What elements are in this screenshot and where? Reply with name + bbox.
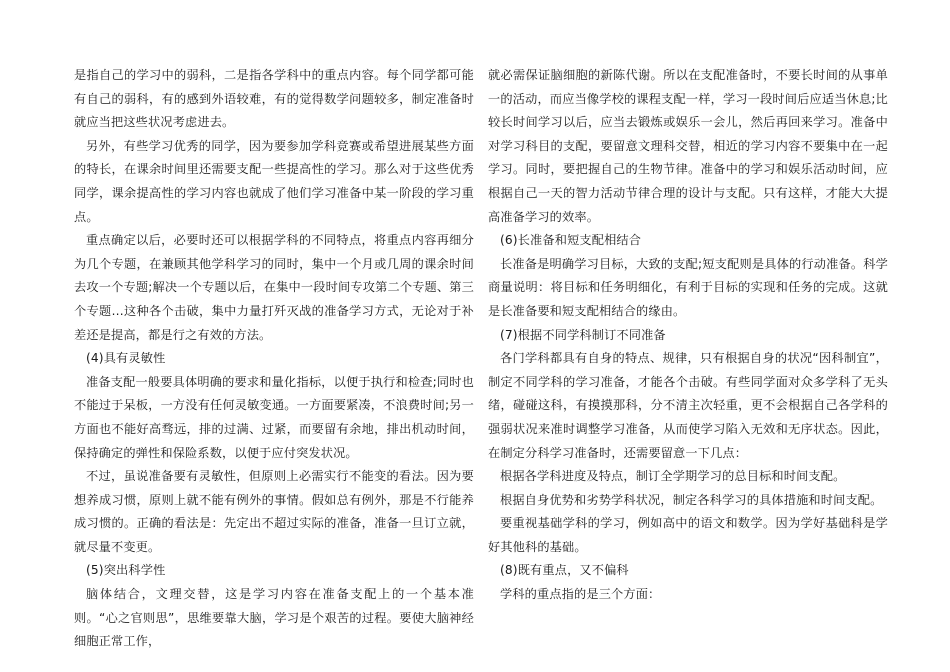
- left-column: [74, 64, 474, 654]
- section-heading: (5)突出科学性: [86, 563, 166, 578]
- section-heading: (8)既有重点，又不偏科: [500, 563, 629, 578]
- section-heading: (4)具有灵敏性: [86, 351, 166, 366]
- section-heading: (6)长准备和短支配相结合: [500, 233, 642, 248]
- paragraph: 根据自身优势和劣势学科状况，制定各科学习的具体措施和时间支配。: [500, 492, 883, 507]
- paragraph: 根据各学科进度及特点，制订全学期学习的总目标和时间支配。: [500, 469, 846, 484]
- paragraph: 各门学科都具有自身的特点、规律，只有根据自身的状况“因科制宜”，制定不同学科的学习准备，才能各个击破。有些同学面对众多学科了无头绪，碰碰这科，有摸摸那科，分不清主次轻重，更不会根据自己各学科的强弱状况来准时调整学习准备，从而使学习陷入无效和无序状态。因此，在制定分科学习准备时，还需要留意一下几点：: [488, 351, 888, 460]
- paragraph: 长准备是明确学习目标，大致的支配;短支配则是具体的行动准备。科学商量说明：将目标和任务明细化，有利于目标的实现和任务的完成。这就是长准备要和短支配相结合的缘由。: [488, 256, 888, 318]
- right-column: [488, 64, 888, 607]
- paragraph: 是指自己的学习中的弱科，二是指各学科中的重点内容。每个同学都可能有自己的弱科，有的感到外语较难，有的觉得数学问题较多，制定准备时就应当把这些状况考虑进去。: [74, 68, 474, 130]
- paragraph: 脑体结合，文理交替，这是学习内容在准备支配上的一个基本准则。“心之官则思”，思维要靠大脑，学习是个艰苦的过程。要使大脑神经细胞正常工作，: [74, 587, 474, 649]
- paragraph: 要重视基础学科的学习，例如高中的语文和数学。因为学好基础科是学好其他科的基础。: [488, 516, 888, 554]
- paragraph: 重点确定以后，必要时还可以根据学科的不同特点，将重点内容再细分为几个专题，在兼顾其他学科学习的同时，集中一个月或几周的课余时间去攻一个专题;解决一个专题以后，在集中一段时间专攻第二个专题、第三个专题…这种各个击破，集中力量打歼灭战的准备学习方式，无论对于补差还是提高，都是行之有效的方法。: [74, 233, 474, 342]
- paragraph: 不过，虽说准备要有灵敏性，但原则上必需实行不能变的看法。因为要想养成习惯，原则上就不能有例外的事情。假如总有例外，那是不行能养成习惯的。正确的看法是：先定出不超过实际的准备，准备一旦订立就，就尽量不变更。: [74, 469, 474, 554]
- paragraph: 准备支配一般要具体明确的要求和量化指标，以便于执行和检查;同时也不能过于呆板，一方没有任何灵敏变通。一方面要紧凑，不浪费时间;另一方面也不能好高骛远，排的过满、过紧，而要留有余地，排出机动时间，保持确定的弹性和保险系数，以便于应付突发状况。: [74, 374, 474, 460]
- paragraph: 另外，有些学习优秀的同学，因为要参加学科竞赛或希望进展某些方面的特长，在课余时间里还需要支配一些提高性的学习。那么对于这些优秀同学，课余提高性的学习内容也就成了他们学习准备中某一阶段的学习重点。: [74, 138, 474, 224]
- paragraph: 学科的重点指的是三个方面：: [500, 587, 661, 602]
- section-heading: (7)根据不同学科制订不同准备: [500, 327, 666, 342]
- paragraph: 就必需保证脑细胞的新陈代谢。所以在支配准备时，不要长时间的从事单一的活动，而应当像学校的课程支配一样，学习一段时间后应适当休息;比较长时间学习以后，应当去锻炼或娱乐一会儿，然后再回来学习。准备中对学习科目的支配，要留意文理科交替，相近的学习内容不要集中在一起学习。同时，要把握自己的生物节律。准备中的学习和娱乐活动时间，应根据自己一天的智力活动节律合理的设计与支配。只有这样，才能大大提高准备学习的效率。: [488, 68, 888, 224]
